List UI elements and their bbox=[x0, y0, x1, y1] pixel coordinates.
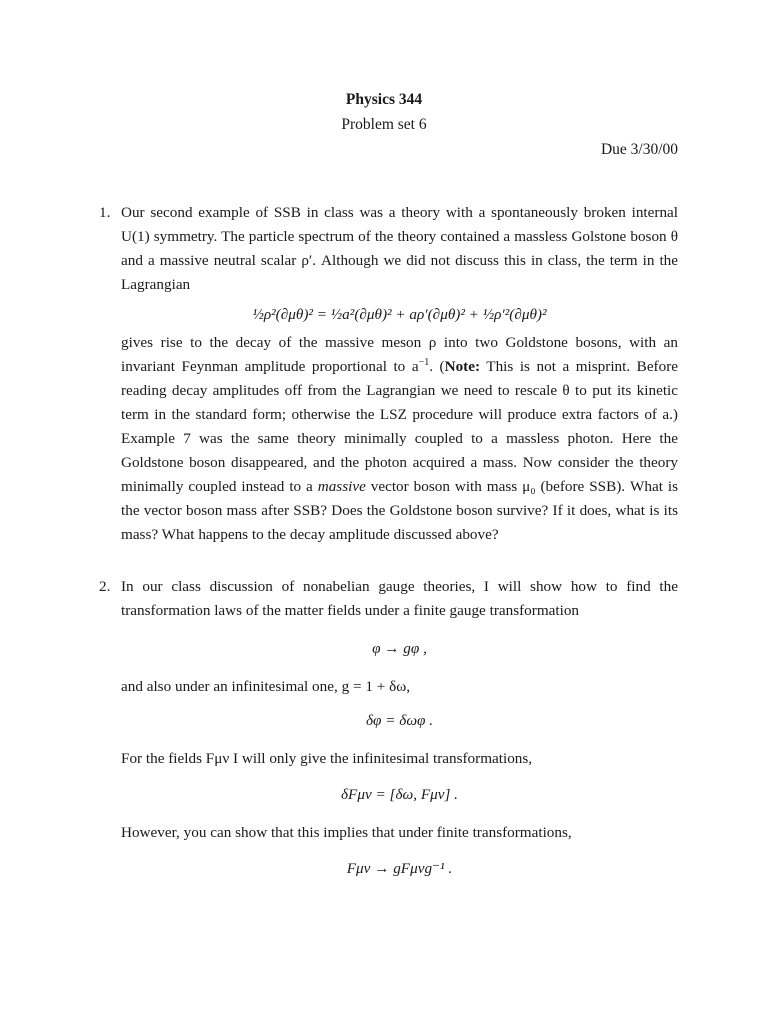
equation-field-finite: Fμν → gFμνg⁻¹ . bbox=[346, 860, 453, 877]
equation-field-infinitesimal: δFμν = [δω, Fμν] . bbox=[341, 786, 458, 803]
problem-1-body: gives rise to the decay of the massive meson ρ into two Goldstone bosons, with an invariant Feynman amplitude proportional to $a^{-1}$. (Note: This is not a misprint. Before reading decay amplitudes off from the Lagrangian we need to rescale θ to put its kinetic term in the standard form; otherwise the LSZ procedure will produce extra factors of a.) Example 7 was the same theory minimally coupled to a massless photon. Here the Goldstone boson disappeared, and the photon acquired a mass. Now consider the theory minimally coupled instead to a massive vector boson with mass μ₀ (before SSB). What is the vector boson mass after SSB? Does the Goldstone boson survive? If it does, what is its mass? What happens to the decay amplitude discussed above? bbox=[121, 334, 679, 543]
problem-1 bbox=[99, 201, 679, 547]
equation-finite-transform: φ → gφ , bbox=[372, 640, 427, 657]
problem-2-infinitesimal: and also under an infinitesimal one, g = 1 + δω, bbox=[121, 678, 411, 695]
due-date: Due 3/30/00 bbox=[600, 141, 678, 158]
lagrangian-equation bbox=[121, 303, 678, 327]
equation-infinitesimal: δφ = δωφ . bbox=[365, 712, 434, 729]
problem-number: 1. bbox=[99, 204, 111, 221]
problem-number: 2. bbox=[99, 578, 111, 595]
problem-2-finite: However, you can show that this implies that under finite transformations, bbox=[121, 824, 572, 841]
problem-2 bbox=[99, 575, 678, 881]
document-subtitle: Problem set 6 bbox=[341, 116, 427, 133]
problem-2-fields: For the fields Fμν I will only give the infinitesimal transformations, bbox=[121, 750, 533, 767]
problem-1-intro: Our second example of SSB in class was a theory with a spontaneously broken internal U(1) symmetry. The particle spectrum of the theory contained a massless Golstone boson θ and a massive neutral scalar ρ′. Although we did not discuss this in class, the term in the Lagrangian bbox=[121, 204, 678, 293]
problem-2-intro: In our class discussion of nonabelian gauge theories, I will show how to find the transformation laws of the matter fields under a finite gauge transformation bbox=[121, 578, 678, 619]
note-label: Note: bbox=[444, 358, 481, 375]
equation-text: ½ρ²(∂μθ)² = ½a²(∂μθ)² + aρ′(∂μθ)² + ½ρ′²(∂μθ)² bbox=[252, 306, 547, 323]
document-title: Physics 344 bbox=[345, 91, 423, 108]
emphasis-massive: massive bbox=[317, 478, 366, 495]
